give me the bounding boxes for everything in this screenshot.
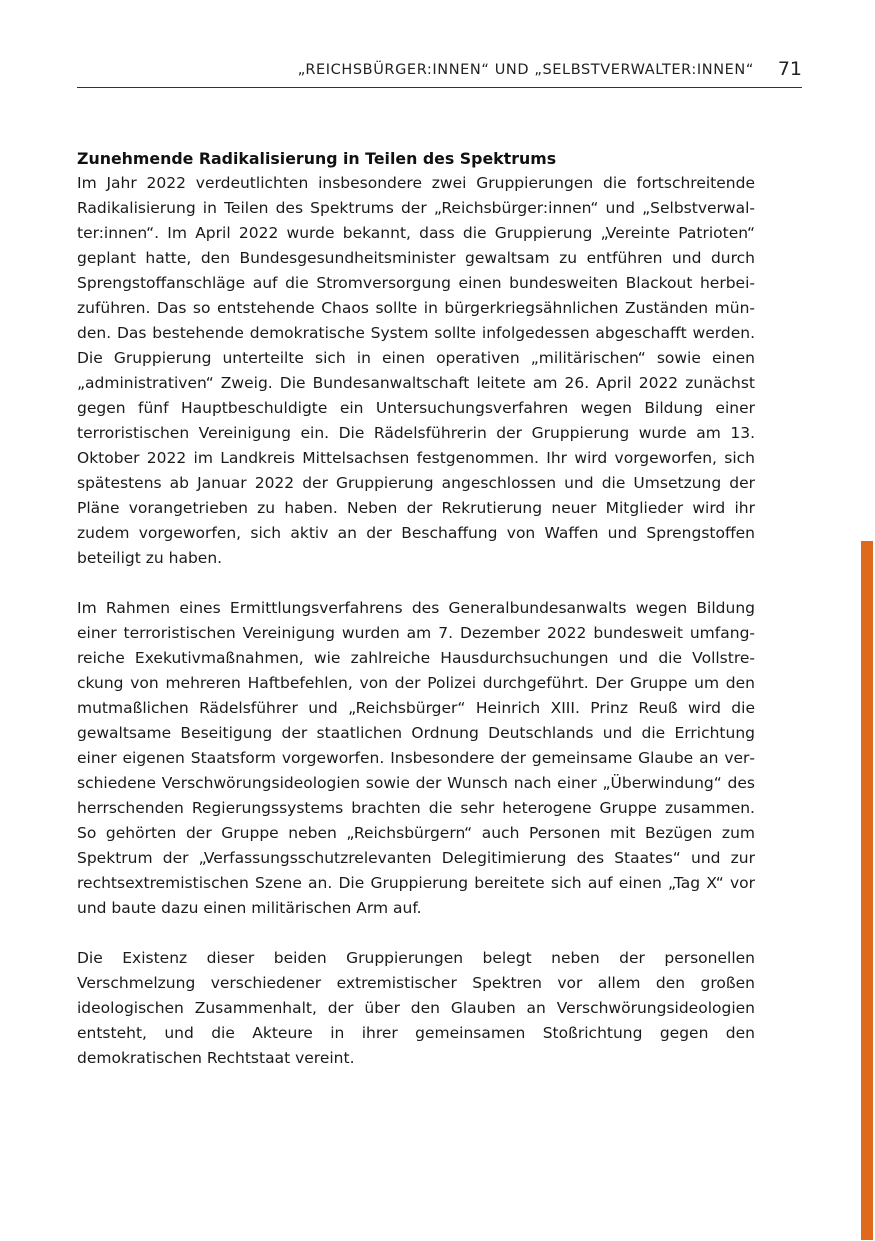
main-content [77, 147, 755, 1071]
paragraph-1: Im Jahr 2022 verdeutlichten insbesondere zwei Gruppierungen die fortschreitende Radikalisierung in Teilen des Spektrums der „Reichsbürger:innen“ und „Selbstverwalter:innen“. Im April 2022 wurde bekannt, dass die Gruppierung „Vereinte Patrioten“ geplant hatte, den Bundesgesundheitsminister gewaltsam zu entführen und durch Sprengstoffanschläge auf die Stromversorgung einen bundesweiten Blackout herbeizuführen. Das so entstehende Chaos sollte in bürgerkriegsähnlichen Zuständen münden. Das bestehende demokratische System sollte infolgedessen abgeschafft werden. Die Gruppierung unterteilte sich in einen operativen „militärischen“ sowie einen „administrativen“ Zweig. Die Bundesanwaltschaft leitete am 26. April 2022 zunächst gegen fünf Hauptbeschuldigte ein Untersuchungsverfahren wegen Bildung einer terroristischen Vereinigung ein. Die Rädelsführerin der Gruppierung wurde am 13. Oktober 2022 im Landkreis Mittelsachsen festgenommen. Ihr wird vorgeworfen, sich spätestens ab Januar 2022 der Gruppierung angeschlossen und die Umsetzung der Pläne vorangetrieben zu haben. Neben der Rekrutierung neuer Mitglieder wird ihr zudem vorgeworfen, sich aktiv an der Beschaffung von Waffen und Sprengstoffen beteiligt zu haben. [77, 174, 755, 567]
paragraph-2: Im Rahmen eines Ermittlungsverfahrens des Generalbundesanwalts wegen Bildung einer terroristischen Vereinigung wurden am 7. Dezember 2022 bundesweit umfangreiche Exekutivmaßnahmen, wie zahlreiche Hausdurchsuchungen und die Vollstreckung von mehreren Haftbefehlen, von der Polizei durchgeführt. Der Gruppe um den mutmaßlichen Rädelsführer und „Reichsbürger“ Heinrich XIII. Prinz Reuß wird die gewaltsame Beseitigung der staatlichen Ordnung Deutschlands und die Errichtung einer eigenen Staatsform vorgeworfen. Insbesondere der gemeinsame Glaube an verschiedene Verschwörungsideologien sowie der Wunsch nach einer „Überwindung“ des herrschenden Regierungssystems brachten die sehr heterogene Gruppe zusammen. So gehörten der Gruppe neben „Reichsbürgern“ auch Personen mit Bezügen zum Spektrum der „Verfassungsschutzrelevanten Delegitimierung des Staates“ und zur rechtsextremistischen Szene an. Die Gruppierung bereitete sich auf einen „Tag X“ vor und baute dazu einen militärischen Arm auf. [77, 599, 755, 917]
section-heading: Zunehmende Radikalisierung in Teilen des Spektrums [77, 149, 557, 168]
header-title: „REICHSBÜRGER:INNEN“ UND „SELBSTVERWALTER:INNEN“ [297, 62, 754, 78]
page-number: 71 [777, 58, 802, 80]
paragraph-3: Die Existenz dieser beiden Gruppierungen belegt neben der personellen Verschmelzung verschiedener extremistischer Spektren vor allem den großen ideologischen Zusammenhalt, der über den Glauben an Verschwörungsideologien entsteht, und die Akteure in ihrer gemeinsamen Stoßrichtung gegen den demokratischen Rechtstaat vereint. [77, 949, 755, 1067]
chapter-marker-bar [861, 541, 873, 1240]
running-header [77, 58, 802, 88]
